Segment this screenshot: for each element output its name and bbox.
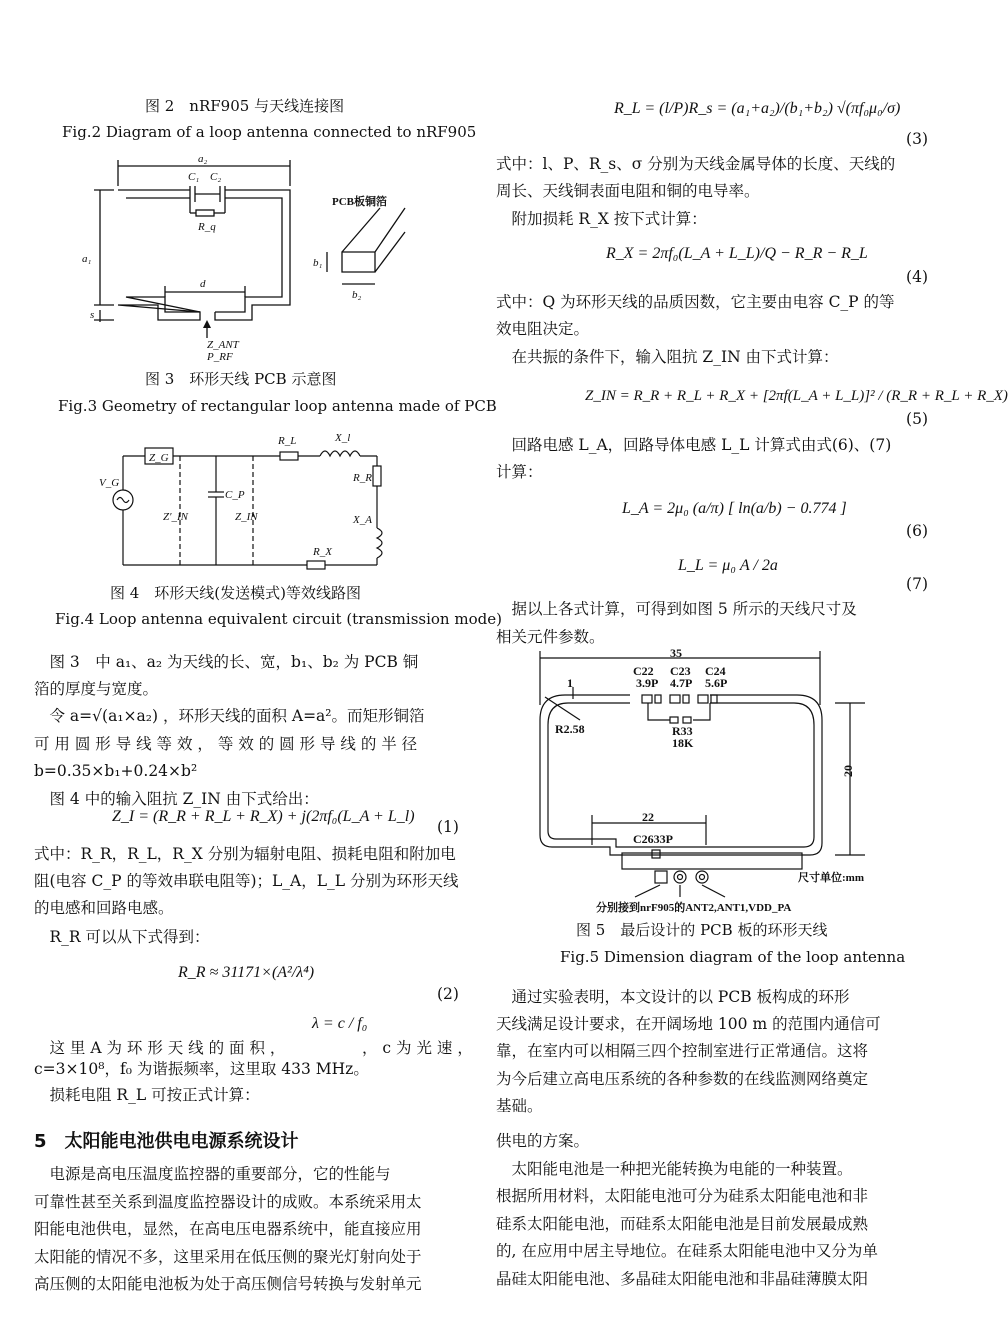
fig5-label-22: 22: [642, 810, 654, 824]
left-para-2c: b=0.35×b₁+0.24×b²: [34, 762, 198, 780]
right-para-7c: 靠，在室内可以相隔三四个控制室进行正常通信。这将: [496, 1042, 869, 1060]
fig5-label-c24-value: 5.6P: [705, 676, 728, 690]
fig5-label-c23: C23: [670, 664, 691, 678]
fig4-label-rx: R_X: [313, 546, 332, 558]
fig4-label-xa: X_A: [353, 514, 372, 526]
left-para-3: 图 4 中的输入阻抗 Z_IN 由下式给出：: [34, 790, 319, 808]
fig3-label-a1: a₁: [82, 253, 92, 265]
equation-6-number: (6): [906, 522, 928, 540]
equation-7-number: (7): [906, 575, 928, 593]
fig4-label-zg: Z_G: [149, 452, 169, 464]
fig3-label-c2: C₂: [210, 171, 222, 183]
equation-4-number: (4): [906, 268, 928, 286]
right-para-7e: 基础。: [496, 1097, 543, 1115]
fig4-caption-en: Fig.4 Loop antenna equivalent circuit (transmission mode): [55, 610, 502, 628]
fig5-label-20: 20: [841, 765, 855, 777]
fig4-equivalent-circuit: [95, 428, 395, 578]
fig5-label-c24: C24: [705, 664, 726, 678]
fig3-loop-antenna-diagram: [80, 150, 500, 370]
right-para-5a: 回路电感 L_A，回路导体电感 L_L 计算式由式(6)、(7): [496, 436, 892, 454]
left-para-1b: 箔的厚度与宽度。: [34, 680, 159, 698]
fig5-label-c23-value: 4.7P: [670, 676, 693, 690]
left-para-6b: c=3×10⁸，f₀ 为谐振频率，这里取 433 MHz。: [34, 1060, 369, 1078]
equation-2: R_R ≈ 31171×(A²/λ⁴): [178, 964, 315, 981]
fig5-label-unit: 尺寸单位:mm: [798, 872, 864, 884]
right-para-9a: 太阳能电池是一种把光能转换为电能的一种装置。: [496, 1160, 853, 1178]
right-para-9c: 硅系太阳能电池，而硅系太阳能电池是目前发展最成熟: [496, 1215, 869, 1233]
fig3-label-s: s: [90, 309, 95, 321]
left-para-1a: 图 3 中 a₁、a₂ 为天线的长、宽，b₁、b₂ 为 PCB 铜: [34, 653, 419, 671]
right-para-6a: 据以上各式计算，可得到如图 5 所示的天线尺寸及: [496, 600, 857, 618]
right-para-9b: 根据所用材料，太阳能电池可分为硅系太阳能电池和非: [496, 1187, 869, 1205]
right-para-8: 供电的方案。: [496, 1132, 590, 1150]
fig3-caption-cn: 图 3 环形天线 PCB 示意图: [145, 370, 337, 388]
left-para-2b: 可 用 圆 形 导 线 等 效 ， 等 效 的 圆 形 导 线 的 半 径: [34, 735, 418, 753]
left-para-4b: 阻(电容 C_P 的等效串联电阻等)；L_A，L_L 分别为环形天线: [34, 872, 459, 890]
left-para-6a: 这 里 A 为 环 形 天 线 的 面 积 ，: [34, 1039, 286, 1057]
left-para-4a: 式中：R_R，R_L，R_X 分别为辐射电阻、损耗电阻和附加电: [34, 845, 456, 863]
right-para-1a: 式中：l、P、R_s、σ 分别为天线金属导体的长度、天线的: [496, 155, 896, 173]
fig5-label-r33-value: 18K: [672, 736, 694, 750]
right-para-9e: 晶硅太阳能电池、多晶硅太阳能电池和非晶硅薄膜太阳: [496, 1270, 869, 1288]
fig4-label-cp: C_P: [225, 489, 245, 501]
fig4-label-rr: R_R: [353, 472, 372, 484]
right-para-4: 在共振的条件下，输入阻抗 Z_IN 由下式计算：: [496, 348, 839, 366]
fig5-label-1: 1: [567, 676, 573, 690]
fig5-label-r33: R33: [672, 724, 693, 738]
right-para-7b: 天线满足设计要求，在开阔场地 100 m 的范围内通信可: [496, 1015, 881, 1033]
fig3-label-d: d: [200, 278, 206, 290]
fig5-label-c22-value: 3.9P: [636, 676, 659, 690]
equation-7: L_L = μ₀ A / 2a: [678, 557, 778, 574]
fig3-label-c1: C₁: [188, 171, 200, 183]
fig4-label-rl: R_L: [278, 435, 297, 447]
fig5-label-connections: 分别接到nrF905的ANT2,ANT1,VDD_PA: [596, 902, 792, 914]
fig4-label-zin: Z_IN: [235, 511, 258, 523]
equation-2-number: (2): [437, 985, 459, 1003]
fig5-label-r258: R2.58: [555, 722, 585, 736]
fig3-label-b1: b₁: [313, 257, 323, 269]
left-sec-line-4: 太阳能的情况不多，这里采用在低压侧的聚光灯射向处于: [34, 1248, 422, 1266]
fig4-caption-cn: 图 4 环形天线(发送模式)等效线路图: [110, 584, 362, 602]
left-para-4c: 的电感和回路电感。: [34, 899, 174, 917]
fig4-label-vg: V_G: [99, 477, 120, 489]
lambda-formula: λ = c / f₀: [312, 1015, 368, 1032]
left-para-6a-end: ， c 为 光 速 ，: [362, 1039, 473, 1057]
equation-3-number: (3): [906, 130, 928, 148]
fig3-caption-en: Fig.3 Geometry of rectangular loop antenna made of PCB: [58, 397, 497, 415]
equation-3: R_L = (l/P)R_s = (a₁+a₂)/(b₁+b₂) √(πf₀μ₀/σ): [614, 100, 901, 117]
fig5-label-c22: C22: [633, 664, 654, 678]
equation-5-number: (5): [906, 410, 928, 428]
left-para-2a: 令 a=√(a₁×a₂) ，环形天线的面积 A=a²。而矩形铜箔: [34, 707, 425, 725]
fig3-label-b2: b₂: [352, 289, 362, 301]
fig3-label-pcb: PCB板铜箔: [332, 196, 387, 208]
right-para-7a: 通过实验表明，本文设计的以 PCB 板构成的环形: [496, 988, 850, 1006]
fig2-caption-cn: 图 2 nRF905 与天线连接图: [145, 97, 345, 115]
fig5-pcb-antenna-diagram: [530, 645, 890, 915]
left-sec-line-1: 电源是高电压温度监控器的重要部分，它的性能与: [34, 1165, 391, 1183]
right-para-2: 附加损耗 R_X 按下式计算：: [496, 210, 707, 228]
equation-4: R_X = 2πf₀(L_A + L_L)/Q − R_R − R_L: [606, 245, 868, 262]
left-sec-line-5: 高压侧的太阳能电池板为处于高压侧信号转换与发射单元: [34, 1275, 422, 1293]
fig3-label-zant: Z_ANT: [207, 339, 239, 351]
fig2-caption-en: Fig.2 Diagram of a loop antenna connected to nRF905: [62, 123, 477, 141]
right-para-3b: 效电阻决定。: [496, 320, 590, 338]
right-para-9d: 的, 在应用中居主导地位。在硅系太阳能电池中又分为单: [496, 1242, 878, 1260]
equation-5: Z_IN = R_R + R_L + R_X + [2πf(L_A + L_L)]² / (R_R + R_L + R_X): [585, 388, 1008, 404]
fig5-label-c2633: C2633P: [633, 832, 673, 846]
equation-6: L_A = 2μ₀ (a/π) [ ln(a/b) − 0.774 ]: [622, 500, 847, 517]
right-para-3a: 式中：Q 为环形天线的品质因数，它主要由电容 C_P 的等: [496, 293, 895, 311]
fig5-label-35: 35: [670, 646, 682, 660]
fig4-label-zin1: Z′_IN: [163, 511, 189, 523]
fig3-label-rq: R_q: [198, 221, 216, 233]
fig3-label-a2: a₂: [198, 153, 208, 165]
section-heading-5: 5 太阳能电池供电电源系统设计: [34, 1131, 299, 1152]
left-sec-line-2: 可靠性甚至关系到温度监控器设计的成败。本系统采用太: [34, 1193, 422, 1211]
right-para-6b: 相关元件参数。: [496, 628, 605, 646]
fig3-label-prf: P_RF: [207, 351, 233, 363]
right-para-1b: 周长、天线铜表面电阻和铜的电导率。: [496, 182, 760, 200]
left-para-5: R_R 可以从下式得到：: [34, 928, 210, 946]
fig5-caption-cn: 图 5 最后设计的 PCB 板的环形天线: [576, 921, 828, 939]
equation-1: Z_I = (R_R + R_L + R_X) + j(2πf₀(L_A + L_l): [112, 808, 415, 825]
right-para-7d: 为今后建立高电压系统的各种参数的在线监测网络奠定: [496, 1070, 869, 1088]
left-para-7: 损耗电阻 R_L 可按正式计算：: [34, 1086, 260, 1104]
equation-1-number: (1): [437, 818, 459, 836]
fig5-caption-en: Fig.5 Dimension diagram of the loop antenna: [560, 948, 906, 966]
left-sec-line-3: 阳能电池供电，显然，在高电压电器系统中，能直接应用: [34, 1220, 422, 1238]
right-para-5b: 计算：: [496, 463, 543, 481]
fig4-label-xl: X_l: [335, 432, 351, 444]
